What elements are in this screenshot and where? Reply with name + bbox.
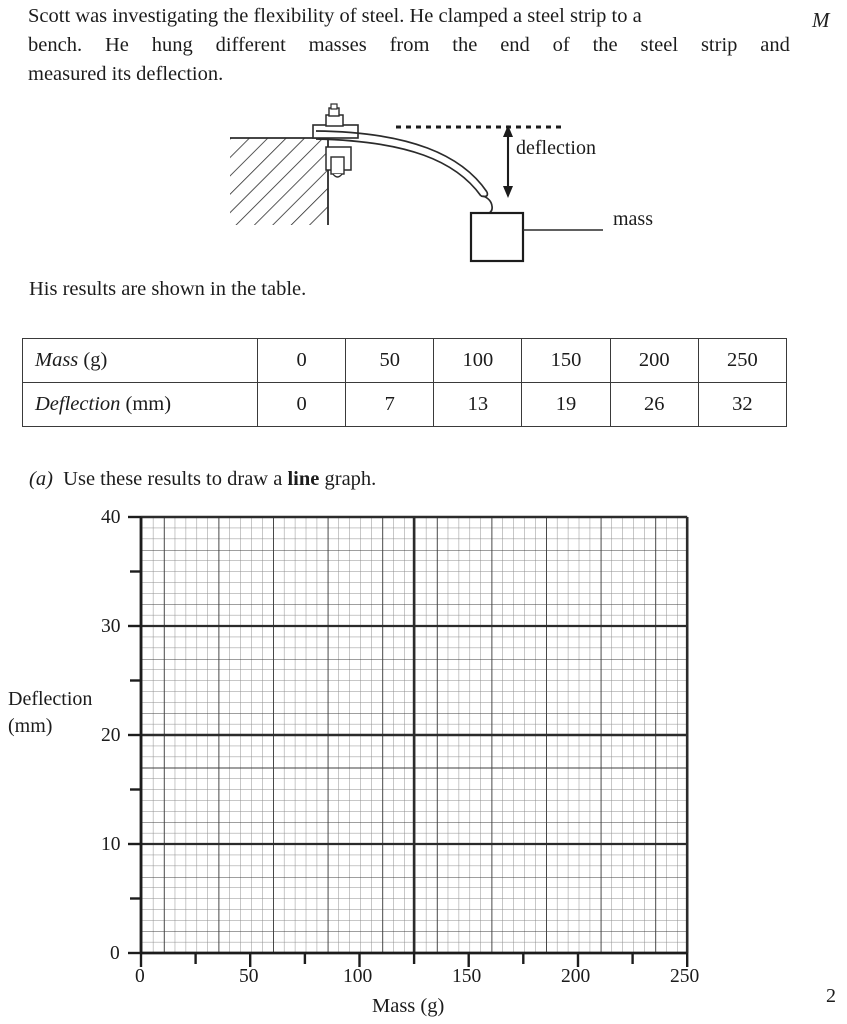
y-axis-ticks xyxy=(128,517,141,953)
question-text-after: graph. xyxy=(319,468,377,490)
intro-word: hung xyxy=(151,34,193,56)
table-cell: 250 xyxy=(698,339,786,383)
intro-word: from xyxy=(389,34,430,56)
table-cell: 100 xyxy=(434,339,522,383)
intro-line-2 xyxy=(28,31,790,60)
mass-box xyxy=(471,213,523,261)
deflection-arrow xyxy=(503,125,513,198)
table-cell: 50 xyxy=(346,339,434,383)
intro-word: of xyxy=(552,34,570,56)
margin-mark-m: M xyxy=(812,8,830,32)
x-tick-label-50: 50 xyxy=(239,966,259,987)
y-tick-label-40: 40 xyxy=(101,507,121,528)
y-tick-label-20: 20 xyxy=(101,725,121,746)
intro-word: masses xyxy=(308,34,367,56)
mass-label: mass xyxy=(613,208,653,230)
question-text-bold: line xyxy=(287,468,320,490)
y-axis-title-line1: Deflection xyxy=(8,688,93,710)
intro-word: different xyxy=(215,34,286,56)
results-table-wrapper xyxy=(22,338,787,427)
table-cell: 7 xyxy=(346,383,434,427)
intro-word: the xyxy=(452,34,478,56)
intro-word: the xyxy=(592,34,618,56)
deflection-label: deflection xyxy=(516,137,596,159)
x-tick-label-0: 0 xyxy=(135,966,145,987)
graph-area[interactable] xyxy=(0,495,847,1024)
table-row xyxy=(23,383,787,427)
intro-word: strip xyxy=(700,34,738,56)
x-tick-label-200: 200 xyxy=(561,966,591,987)
question-part-a xyxy=(29,468,376,491)
graph-svg[interactable] xyxy=(0,495,847,1024)
mass-hook xyxy=(483,196,492,214)
x-tick-label-250: 250 xyxy=(670,966,700,987)
row-header-unit: (g) xyxy=(78,349,108,371)
table-cell: 0 xyxy=(258,383,346,427)
x-axis-ticks xyxy=(141,953,687,967)
question-text-before: Use these results to draw a xyxy=(63,468,288,490)
y-tick-label-10: 10 xyxy=(101,834,121,855)
y-axis-title-line2: (mm) xyxy=(8,715,53,737)
table-cell: 150 xyxy=(522,339,610,383)
intro-word: end xyxy=(500,34,530,56)
y-tick-label-0: 0 xyxy=(110,943,120,964)
table-row xyxy=(23,339,787,383)
intro-word: steel xyxy=(640,34,679,56)
intro-paragraph xyxy=(28,2,790,89)
row-header-mass xyxy=(23,339,258,383)
table-cell: 26 xyxy=(610,383,698,427)
x-tick-label-100: 100 xyxy=(343,966,373,987)
table-cell: 13 xyxy=(434,383,522,427)
table-cell: 0 xyxy=(258,339,346,383)
intro-word: bench. xyxy=(28,34,83,56)
table-cell: 19 xyxy=(522,383,610,427)
bench-block xyxy=(230,138,328,225)
x-tick-label-150: 150 xyxy=(452,966,482,987)
intro-line-1: Scott was investigating the flexibility of steel. He clamped a steel strip to a xyxy=(28,5,642,27)
results-intro-text: His results are shown in the table. xyxy=(29,278,307,300)
part-letter: (a) xyxy=(29,468,53,490)
y-tick-label-30: 30 xyxy=(101,616,121,637)
graph-grid xyxy=(141,517,687,953)
y-axis-title xyxy=(8,686,92,740)
results-table xyxy=(22,338,787,427)
page-number: 2 xyxy=(826,985,836,1007)
intro-word: He xyxy=(104,34,129,56)
x-axis-title: Mass (g) xyxy=(372,995,445,1017)
apparatus-svg xyxy=(200,95,700,275)
row-header-italic: Deflection xyxy=(35,393,121,415)
row-header-deflection xyxy=(23,383,258,427)
table-cell: 200 xyxy=(610,339,698,383)
table-cell: 32 xyxy=(698,383,786,427)
intro-line-3: measured its deflection. xyxy=(28,63,224,85)
intro-word: and xyxy=(760,34,790,56)
apparatus-diagram xyxy=(200,95,700,275)
row-header-unit: (mm) xyxy=(120,393,172,415)
row-header-italic: Mass xyxy=(35,349,79,371)
